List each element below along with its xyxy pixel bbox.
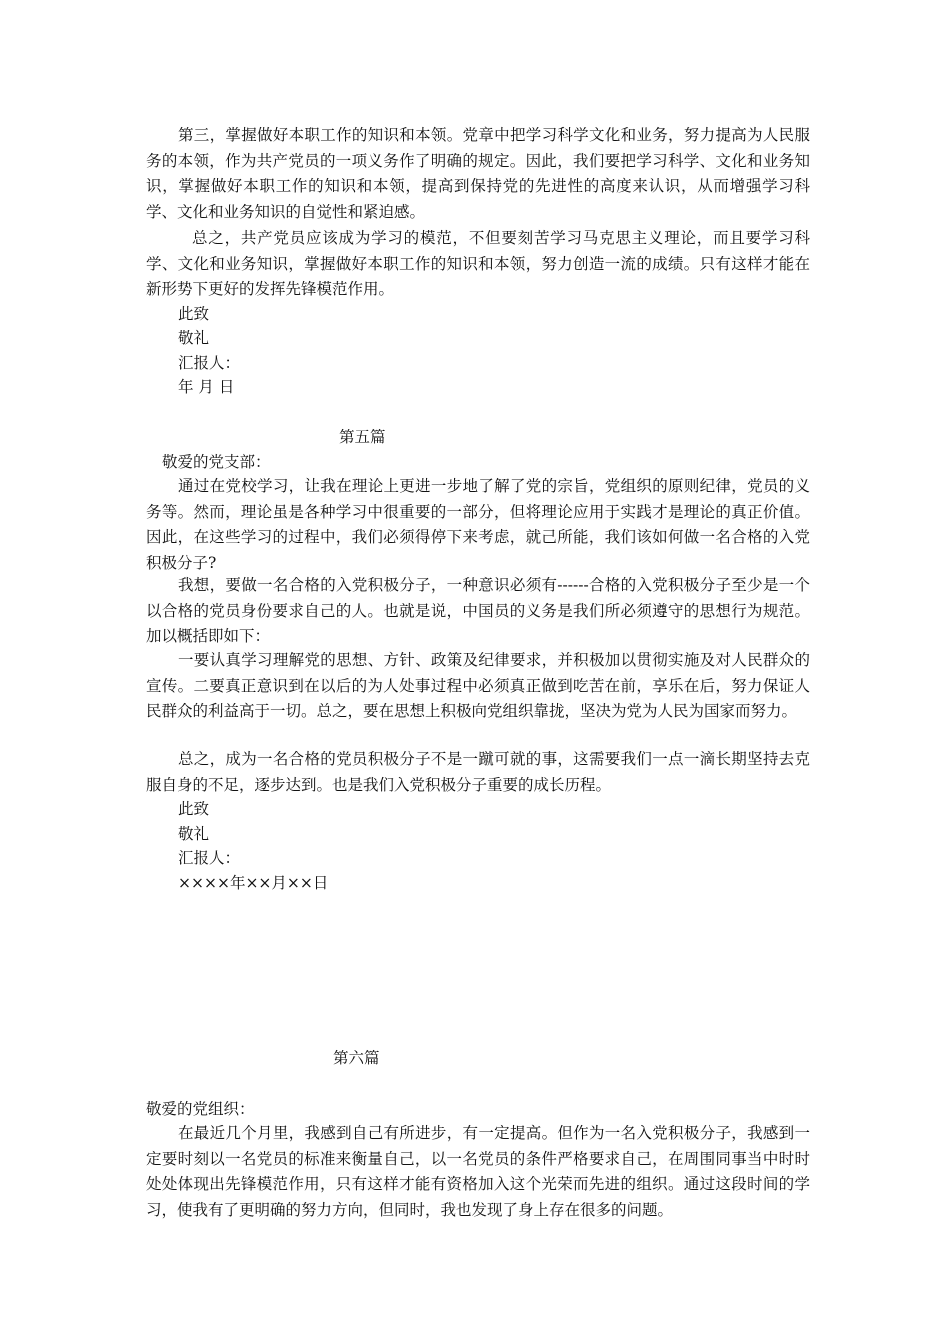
paragraph-five-4: 总之，成为一名合格的党员积极分子不是一蹴可就的事，这需要我们一点一滴长期坚持去克服自身的不足，逐步达到。也是我们入党积极分子重要的成长历程。: [146, 750, 810, 794]
paragraph-five-3: 一要认真学习理解党的思想、方针、政策及纪律要求，并积极加以贯彻实施及对人民群众的宣传。二要真正意识到在以后的为人处事过程中必须真正做到吃苦在前，享乐在后，努力保证人民群众的利益高于一切。总之，要在思想上积极向党组织靠拢，坚决为党为人民为国家而努力。: [146, 651, 810, 721]
closing-ci-zhi: 此致: [178, 305, 210, 323]
section-title-six: 第六篇: [333, 1049, 380, 1067]
paragraph-six-1: 在最近几个月里，我感到自己有所进步，有一定提高。但作为一名入党积极分子，我感到一定要时刻以一名党员的标准来衡量自己，以一名党员的条件严格要求自己，在周围同事当中时时处处体现出先锋模范作用，只有这样才能有资格加入这个光荣而先进的组织。通过这段时间的学习，使我有了更明确的努力方向，但同时，我也发现了身上存在很多的问题。: [146, 1124, 810, 1219]
closing-five-date: ××××年××月××日: [178, 874, 329, 892]
paragraph-five-1: 通过在党校学习，让我在理论上更进一步地了解了党的宗旨，党组织的原则纪律，党员的义务等。然而，理论虽是各种学习中很重要的一部分，但将理论应用于实践才是理论的真正价值。因此，在这些学习的过程中，我们必须得停下来考虑，就己所能，我们该如何做一名合格的入党积极分子?: [146, 477, 810, 572]
closing-date: 年 月 日: [178, 378, 235, 396]
closing-five-reporter: 汇报人：: [178, 849, 241, 867]
closing-five-jing-li: 敬礼: [178, 825, 210, 843]
paragraph-third-point: 第三，掌握做好本职工作的知识和本领。党章中把学习科学文化和业务，努力提高为人民服务的本领，作为共产党员的一项义务作了明确的规定。因此，我们要把学习科学、文化和业务知识，掌握做好本职工作的知识和本领，提高到保持党的先进性的高度来认识，从而增强学习科学、文化和业务知识的自觉性和紧迫感。: [146, 126, 810, 221]
closing-five-ci-zhi: 此致: [178, 800, 210, 818]
salutation-six: 敬爱的党组织：: [146, 1100, 255, 1118]
section-title-five: 第五篇: [339, 428, 386, 446]
salutation-five: 敬爱的党支部：: [162, 453, 271, 471]
closing-jing-li: 敬礼: [178, 329, 210, 347]
paragraph-five-2: 我想，要做一名合格的入党积极分子，一种意识必须有------合格的入党积极分子至少是一个以合格的党员身份要求自己的人。也就是说，中国员的义务是我们所必须遵守的思想行为规范。加以概括即如下：: [146, 576, 810, 646]
paragraph-summary: 总之，共产党员应该成为学习的模范，不但要刻苦学习马克思主义理论，而且要学习科学、文化和业务知识，掌握做好本职工作的知识和本领，努力创造一流的成绩。只有这样才能在新形势下更好的发挥先锋模范作用。: [146, 229, 810, 299]
closing-reporter: 汇报人：: [178, 354, 241, 372]
